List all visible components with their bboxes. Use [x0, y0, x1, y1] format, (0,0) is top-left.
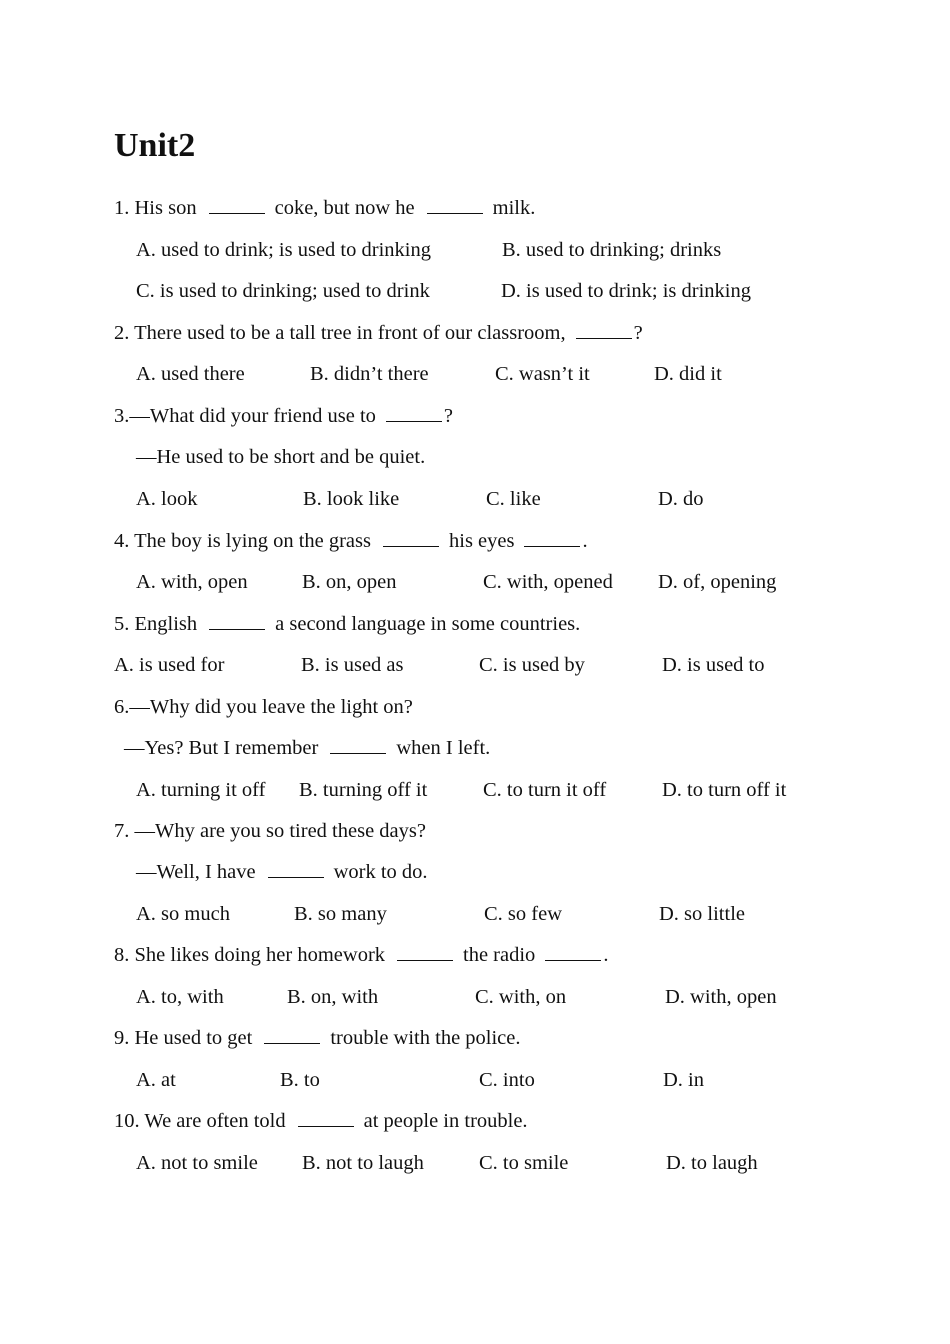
- option-d: D. with, open: [665, 986, 777, 1008]
- question-text: .: [603, 944, 609, 966]
- option-d: D. is used to drink; is drinking: [501, 280, 751, 302]
- option-d: D. of, opening: [658, 571, 777, 593]
- question-3-reply: —He used to be short and be quiet.: [136, 446, 426, 468]
- question-text: 8. She likes doing her homework: [114, 944, 386, 966]
- question-text: .: [582, 530, 588, 552]
- answer-blank: [330, 735, 386, 754]
- option-a: A. with, open: [136, 571, 248, 593]
- answer-blank: [298, 1108, 354, 1127]
- answer-blank: [427, 195, 483, 214]
- option-b: B. on, with: [287, 986, 379, 1008]
- answer-blank: [545, 942, 601, 961]
- question-text: 3.—What did your friend use to: [114, 405, 376, 427]
- option-d: D. do: [658, 488, 704, 510]
- answer-blank: [209, 195, 265, 214]
- answer-blank: [576, 320, 632, 339]
- question-text: 2. There used to be a tall tree in front of our classroom,: [114, 322, 566, 344]
- question-text: his eyes: [449, 530, 515, 552]
- question-text: —Well, I have: [136, 861, 256, 883]
- question-7: 7. —Why are you so tired these days?: [114, 820, 426, 842]
- answer-blank: [209, 611, 265, 630]
- option-c: C. with, on: [475, 986, 567, 1008]
- option-b: B. used to drinking; drinks: [502, 239, 722, 261]
- question-text: —Yes? But I remember: [124, 737, 319, 759]
- question-text: 9. He used to get: [114, 1027, 253, 1049]
- question-6-reply: [124, 735, 490, 761]
- question-text: coke, but now he: [274, 197, 415, 219]
- question-text: 5. English: [114, 613, 198, 635]
- option-d: D. so little: [659, 903, 745, 925]
- question-7-reply: [136, 859, 428, 885]
- option-a: A. is used for: [114, 654, 225, 676]
- answer-blank: [397, 942, 453, 961]
- option-b: B. so many: [294, 903, 387, 925]
- option-b: B. didn’t there: [310, 363, 429, 385]
- question-1: [114, 195, 535, 221]
- page-title: Unit2: [114, 127, 196, 164]
- question-text: ?: [633, 322, 643, 344]
- question-text: 10. We are often told: [114, 1110, 286, 1132]
- option-a: A. turning it off: [136, 779, 266, 801]
- question-text: the radio: [463, 944, 536, 966]
- option-c: C. to smile: [479, 1152, 569, 1174]
- question-8: [114, 942, 608, 968]
- option-a: A. used to drink; is used to drinking: [136, 239, 431, 261]
- answer-blank: [383, 528, 439, 547]
- option-b: B. is used as: [301, 654, 404, 676]
- option-b: B. look like: [303, 488, 400, 510]
- answer-blank: [524, 528, 580, 547]
- question-text: when I left.: [396, 737, 491, 759]
- question-text: at people in trouble.: [363, 1110, 528, 1132]
- option-c: C. into: [479, 1069, 535, 1091]
- option-c: C. is used by: [479, 654, 585, 676]
- question-6: 6.—Why did you leave the light on?: [114, 696, 413, 718]
- option-c: C. to turn it off: [483, 779, 607, 801]
- option-d: D. is used to: [662, 654, 765, 676]
- answer-blank: [386, 403, 442, 422]
- question-text: milk.: [492, 197, 536, 219]
- question-10: [114, 1108, 528, 1134]
- option-c: C. like: [486, 488, 541, 510]
- option-d: D. in: [663, 1069, 704, 1091]
- question-text: trouble with the police.: [330, 1027, 521, 1049]
- answer-blank: [268, 859, 324, 878]
- option-a: A. look: [136, 488, 198, 510]
- option-b: B. turning off it: [299, 779, 428, 801]
- option-b: B. not to laugh: [302, 1152, 424, 1174]
- question-text: 4. The boy is lying on the grass: [114, 530, 371, 552]
- option-c: C. wasn’t it: [495, 363, 590, 385]
- option-a: A. to, with: [136, 986, 224, 1008]
- question-3: [114, 403, 453, 429]
- option-a: A. used there: [136, 363, 245, 385]
- option-a: A. so much: [136, 903, 230, 925]
- option-a: A. not to smile: [136, 1152, 258, 1174]
- option-b: B. to: [280, 1069, 320, 1091]
- option-b: B. on, open: [302, 571, 397, 593]
- question-5: [114, 611, 580, 637]
- question-9: [114, 1025, 521, 1051]
- option-d: D. to turn off it: [662, 779, 787, 801]
- option-d: D. to laugh: [666, 1152, 758, 1174]
- question-2: [114, 320, 643, 346]
- option-d: D. did it: [654, 363, 722, 385]
- option-c: C. so few: [484, 903, 563, 925]
- option-c: C. with, opened: [483, 571, 613, 593]
- question-text: a second language in some countries.: [275, 613, 581, 635]
- option-c: C. is used to drinking; used to drink: [136, 280, 430, 302]
- question-text: 1. His son: [114, 197, 197, 219]
- question-4: [114, 528, 588, 554]
- question-text: ?: [443, 405, 453, 427]
- answer-blank: [264, 1025, 320, 1044]
- question-text: work to do.: [333, 861, 428, 883]
- option-a: A. at: [136, 1069, 176, 1091]
